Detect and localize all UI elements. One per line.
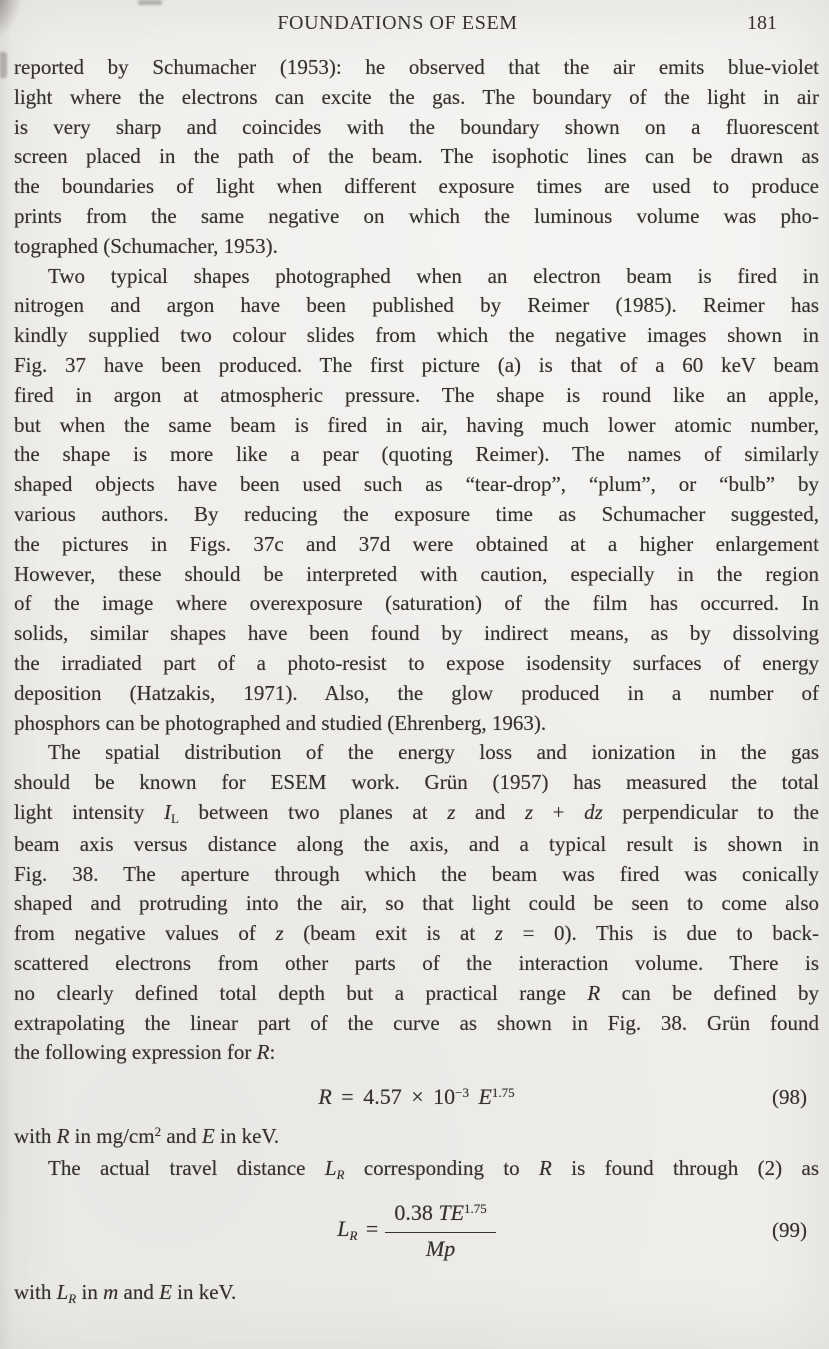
text-line: from negative values of z (beam exit is at z = 0). This is due to back- xyxy=(14,921,819,946)
text-line: the shape is more like a pear (quoting Reimer). The names of similarly xyxy=(14,442,819,467)
text-line: Fig. 38. The aperture through which the beam was fired was conically xyxy=(14,861,819,886)
text-line: prints from the same negative on which the luminous volume was pho- xyxy=(14,203,819,228)
units-line-98: with R in $mg/cm^2$ and E in keV. xyxy=(14,1124,280,1149)
text-line: beam axis versus distance along the axis, and a typical result is shown in xyxy=(14,831,819,856)
text-line: shaped and protruding into the air, so that light could be seen to come also xyxy=(14,891,819,916)
text-line: no clearly defined total depth but a practical range R can be defined by xyxy=(14,980,819,1005)
text-line: various authors. By reducing the exposure time as Schumacher suggested, xyxy=(14,501,819,526)
text-line: the following expression for R: xyxy=(14,1040,276,1065)
text-line: reported by Schumacher (1953): he observed that the air emits blue-violet xyxy=(14,55,819,79)
text-line: The spatial distribution of the energy loss and ionization in the gas xyxy=(48,740,819,765)
text-line: of the image where overexposure (saturation) of the film has occurred. In xyxy=(14,591,819,616)
page-number: 181 xyxy=(747,12,777,34)
text-line: should be known for ESEM work. Grün (1957) has measured the total xyxy=(14,770,819,795)
text-line: fired in argon at atmospheric pressure. The shape is round like an apple, xyxy=(14,382,819,407)
text-line: light where the electrons can excite the gas. The boundary of the light in air xyxy=(14,84,819,109)
text-line: extrapolating the linear part of the curve as shown in Fig. 38. Grün found xyxy=(14,1010,819,1035)
equation-98-number: (98) xyxy=(772,1085,807,1110)
text-line: phosphors can be photographed and studied (Ehrenberg, 1963). xyxy=(14,710,547,735)
paragraph-4 xyxy=(14,1154,819,1186)
text-line: the boundaries of light when different exposure times are used to produce xyxy=(14,174,819,199)
text-line: deposition (Hatzakis, 1971). Also, the glow produced in a number of xyxy=(14,680,819,705)
equation-99-lhs: LR = xyxy=(337,1216,379,1244)
units-line-99: with LR in m and E in keV. xyxy=(14,1279,237,1306)
text-line: is very sharp and coincides with the boundary shown on a fluorescent xyxy=(14,114,819,139)
equation-98-expression: $R = 4.57 \times 10^{-3}$ $E^{1.75}$ xyxy=(318,1084,515,1110)
text-line: shaped objects have been used such as “tear-drop”, “plum”, or “bulb” by xyxy=(14,472,819,497)
scan-edge-mark-artifact xyxy=(0,52,7,78)
fraction xyxy=(385,1199,495,1262)
page-header xyxy=(0,12,829,36)
text-line: However, these should be interpreted with caution, especially in the region xyxy=(14,561,819,586)
equation-99-number: (99) xyxy=(772,1217,807,1242)
text-line: Fig. 37 have been produced. The first picture (a) is that of a 60 keV beam xyxy=(14,352,819,377)
text-line: light intensity IL between two planes at z and z + dz perpendicular to the xyxy=(14,799,819,826)
text-line: the irradiated part of a photo-resist to expose isodensity surfaces of energy xyxy=(14,650,819,675)
paragraph-3 xyxy=(14,738,819,1068)
paragraph-1 xyxy=(14,53,819,262)
text-line: kindly supplied two colour slides from which the negative images shown in xyxy=(14,323,819,348)
paragraph-2 xyxy=(14,262,819,739)
equation-99 xyxy=(14,1192,819,1270)
text-line: solids, similar shapes have been found by indirect means, as by dissolving xyxy=(14,621,819,646)
text-line: tographed (Schumacher, 1953). xyxy=(14,233,278,258)
text-line: scattered electrons from other parts of the interaction volume. There is xyxy=(14,950,819,975)
running-title: FOUNDATIONS OF ESEM xyxy=(277,12,518,34)
equation-99-expression xyxy=(337,1199,496,1262)
text-line: The actual travel distance LR corresponding to R is found through (2) as xyxy=(48,1155,819,1182)
text-line: screen placed in the path of the beam. The isophotic lines can be drawn as xyxy=(14,144,819,169)
text-line: but when the same beam is fired in air, having much lower atomic number, xyxy=(14,412,819,437)
text-line: Two typical shapes photographed when an electron beam is fired in xyxy=(48,263,819,288)
text-line: the pictures in Figs. 37c and 37d were obtained at a higher enlargement xyxy=(14,531,819,556)
scan-streak-artifact xyxy=(138,0,162,5)
fraction-denominator: Mp xyxy=(425,1236,456,1262)
page-body xyxy=(0,53,829,1309)
equation-98 xyxy=(14,1078,819,1116)
text-line: nitrogen and argon have been published by Reimer (1985). Reimer has xyxy=(14,293,819,318)
fraction-numerator: 0.38 $TE^{1.75}$ xyxy=(385,1199,495,1233)
